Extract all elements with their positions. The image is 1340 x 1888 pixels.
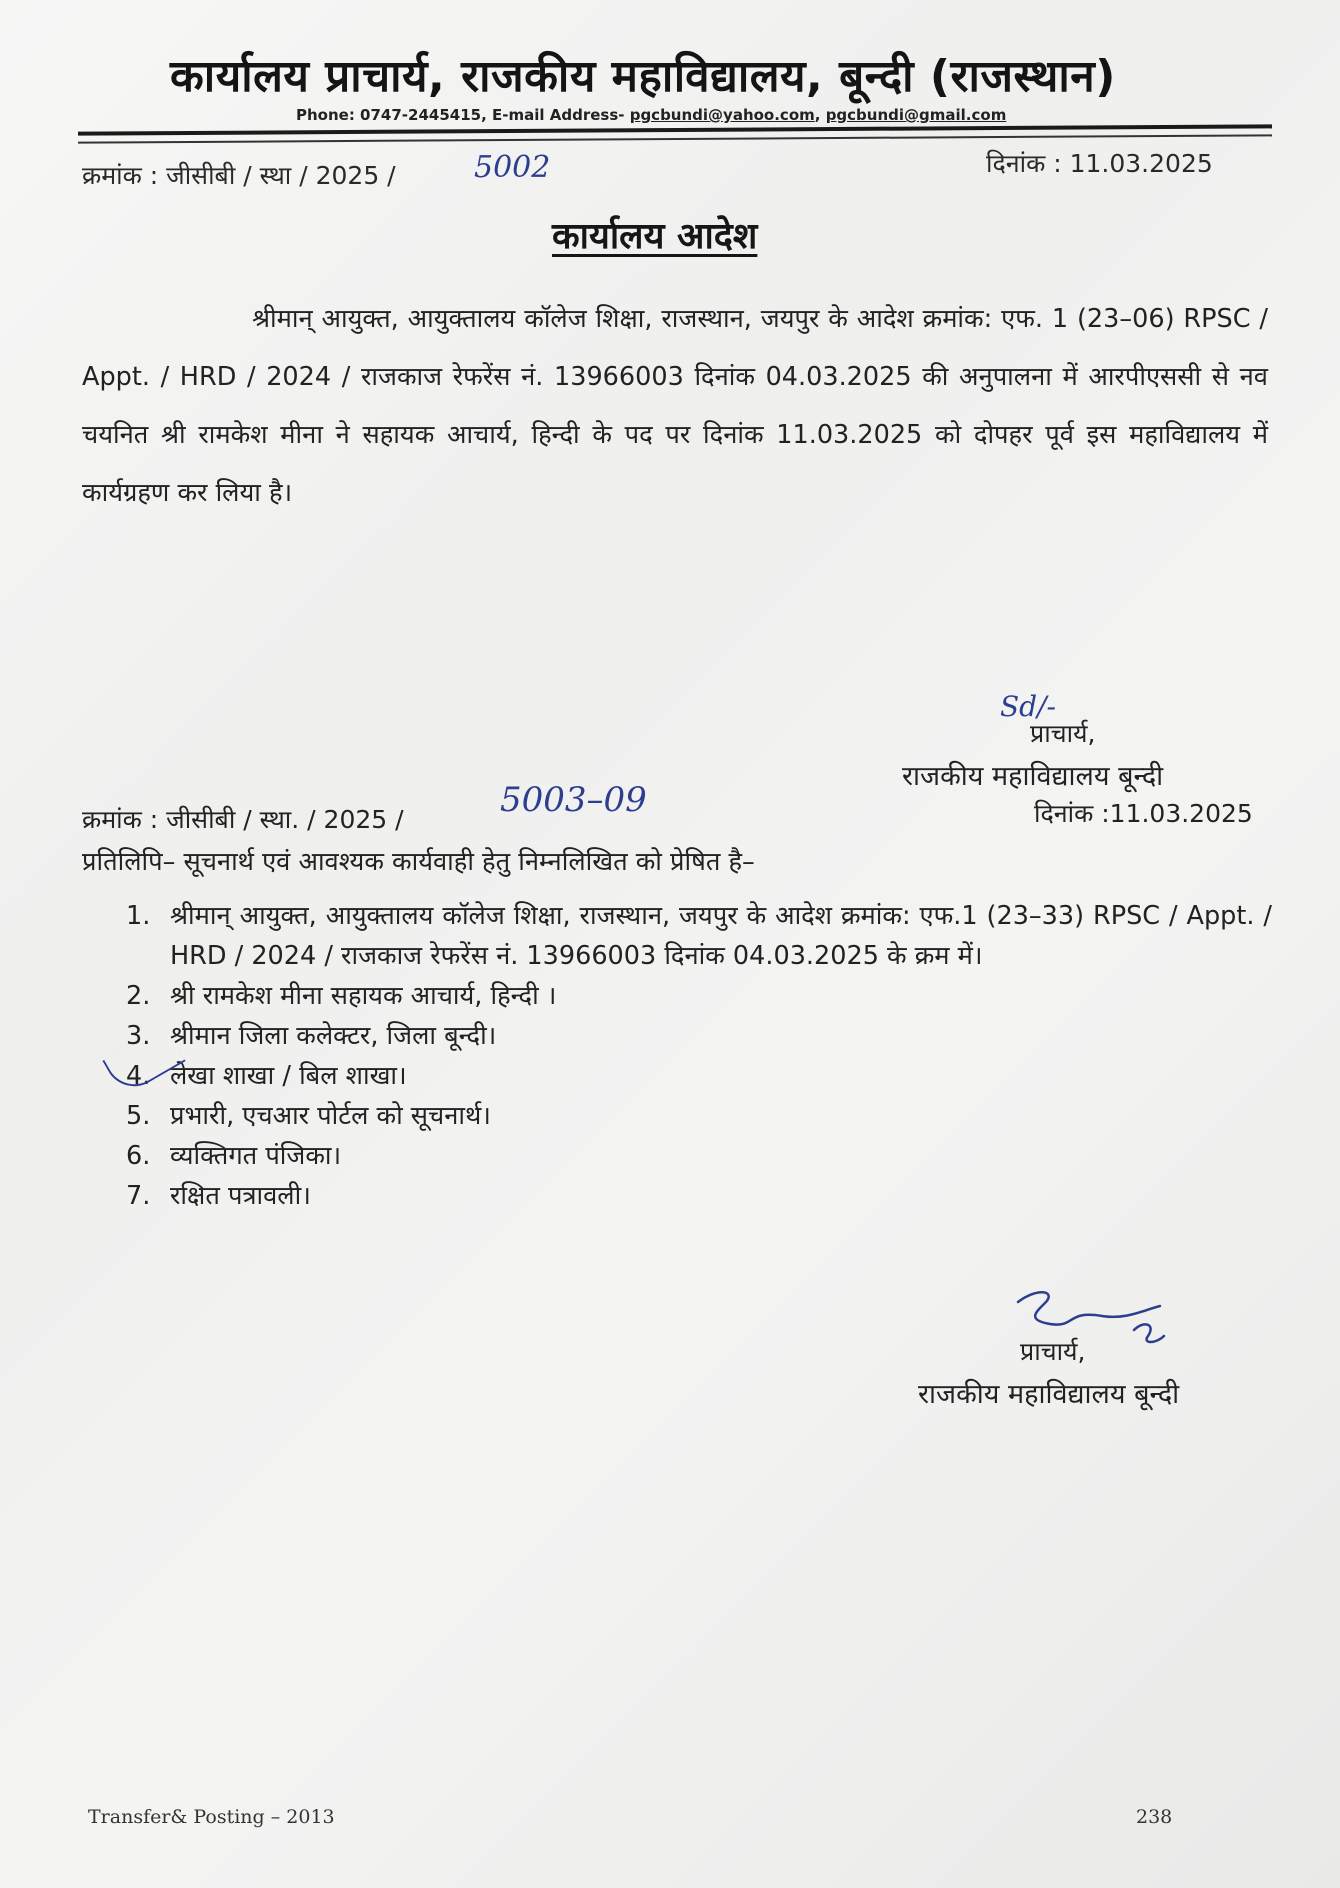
college-title: कार्यालय प्राचार्य, राजकीय महाविद्यालय, बून्दी (राजस्थान)	[170, 51, 1116, 102]
list-item: 2. श्री रामकेश मीना सहायक आचार्य, हिन्दी ।	[126, 981, 557, 1011]
order-body-text: श्रीमान् आयुक्त, आयुक्तालय कॉलेज शिक्षा, राजस्थान, जयपुर के आदेश क्रमांक: एफ. 1 (23–06) RPSC / Appt. / HRD / 2024 / राजकाज रेफरेंस नं. 13966003 दिनांक 04.03.2025 की अनुपालना में आरपीएससी से नव चयनित श्री रामकेश मीना ने सहायक आचार्य, हिन्दी के पद पर दिनांक 11.03.2025 को दोपहर पूर्व इस महाविद्यालय में कार्यग्रहण कर लिया है।	[82, 304, 1268, 508]
email-separator: ,	[814, 106, 826, 124]
list-item: 7. रक्षित पत्रावली।	[126, 1181, 311, 1211]
list-item: 4. लेखा शाखा / बिल शाखा।	[126, 1061, 407, 1091]
signatory-org-1: राजकीय महाविद्यालय बून्दी	[902, 761, 1164, 792]
header-rule-thick	[78, 124, 1272, 135]
list-item: 6. व्यक्तिगत पंजिका।	[126, 1141, 342, 1171]
signature-mark-1: Sd/-	[1000, 690, 1056, 723]
footer-left: Transfer& Posting – 2013	[88, 1806, 335, 1828]
contact-prefix: Phone: 0747-2445415, E-mail Address-	[296, 106, 630, 124]
signatory-title-2: प्राचार्य,	[1020, 1337, 1086, 1366]
order-date: दिनांक : 11.03.2025	[986, 149, 1213, 178]
reference-number-2-handwritten: 5003–09	[500, 780, 647, 820]
email-link-gmail[interactable]: pgcbundi@gmail.com	[825, 106, 1007, 124]
email-link-yahoo[interactable]: pgcbundi@yahoo.com	[629, 106, 815, 124]
list-item: 3. श्रीमान जिला कलेक्टर, जिला बून्दी।	[126, 1021, 497, 1051]
order-body	[82, 290, 1268, 522]
reference-number-2: क्रमांक : जीसीबी / स्था. / 2025 /	[82, 805, 404, 834]
list-item: 5. प्रभारी, एचआर पोर्टल को सूचनार्थ।	[126, 1101, 491, 1131]
copy-list	[126, 896, 1272, 1216]
page-number: 238	[1136, 1806, 1173, 1828]
list-item: 1. श्रीमान् आयुक्त, आयुक्तालय कॉलेज शिक्षा, राजस्थान, जयपुर के आदेश क्रमांक: एफ.1 (23–33) RPSC / Appt. / HRD / 2024 / राजकाज रेफरेंस नं. 13966003 दिनांक 04.03.2025 के क्रम में।	[126, 901, 1272, 971]
reference-number-1-handwritten: 5002	[474, 150, 551, 185]
reference-number-1: क्रमांक : जीसीबी / स्था / 2025 /	[82, 161, 396, 190]
signatory-org-2: राजकीय महाविद्यालय बून्दी	[918, 1379, 1180, 1410]
signatory-title-1: प्राचार्य,	[1030, 719, 1096, 748]
copy-to-line: प्रतिलिपि– सूचनार्थ एवं आवश्यक कार्यवाही हेतु निम्नलिखित को प्रेषित है–	[82, 847, 755, 877]
order-title: कार्यालय आदेश	[552, 216, 758, 257]
header-rule-thin	[78, 134, 1272, 143]
contact-line	[296, 106, 1006, 124]
copy-date: दिनांक :11.03.2025	[1034, 799, 1253, 828]
